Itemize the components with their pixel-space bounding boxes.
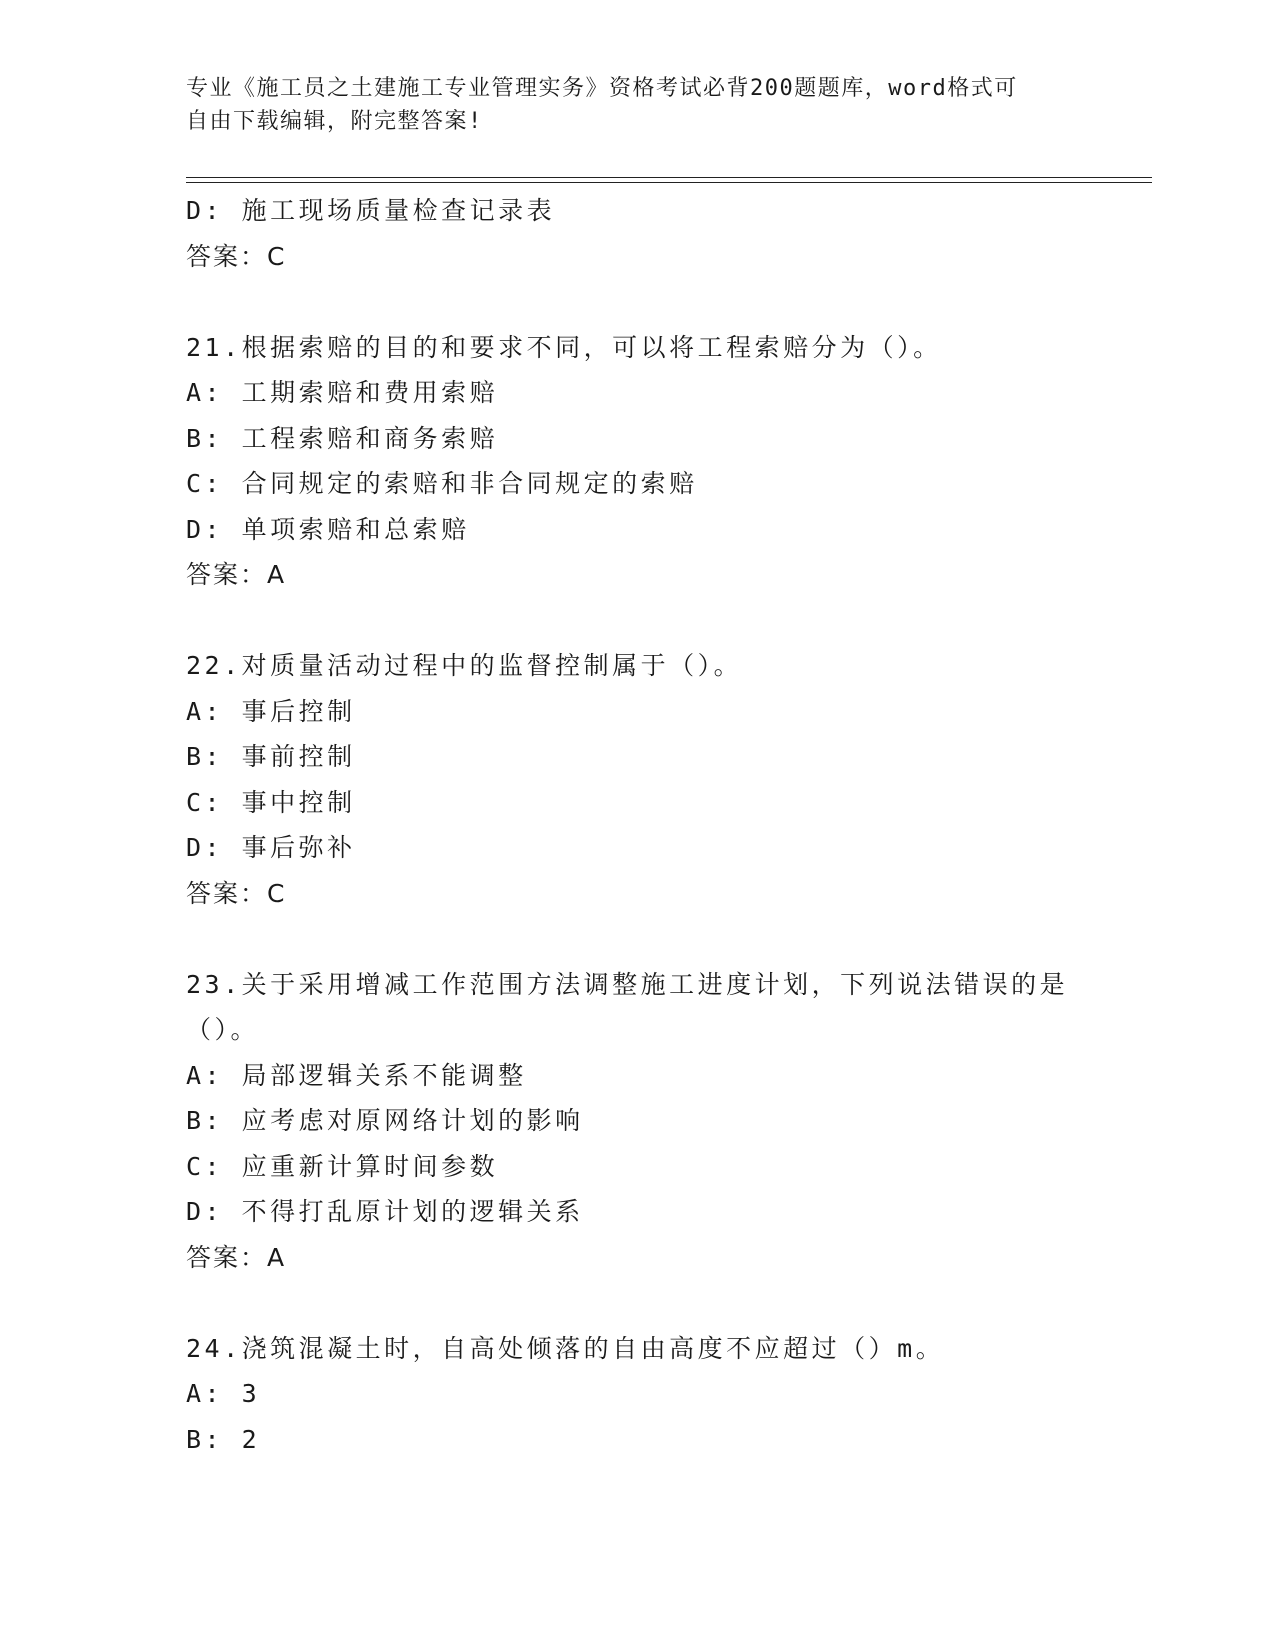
answer: 答案：C — [186, 878, 287, 908]
spacer — [186, 1280, 1086, 1326]
previous-question-option-d: D: 施工现场质量检查记录表 — [186, 196, 556, 225]
option-c: C: 应重新计算时间参数 — [186, 1151, 499, 1181]
option-c: C: 事中控制 — [186, 787, 356, 817]
option-d: D: 事后弥补 — [186, 833, 356, 862]
question-stem: 24.浇筑混凝土时，自高处倾落的自由高度不应超过（）m。 — [186, 1333, 945, 1363]
option-a: A: 局部逻辑关系不能调整 — [186, 1060, 527, 1090]
spacer — [186, 598, 1086, 644]
question-21 — [186, 325, 1086, 598]
header-divider-bottom — [186, 182, 1152, 183]
document-header — [186, 72, 1066, 138]
option-b: B: 事前控制 — [186, 742, 356, 771]
previous-question-answer: 答案：C — [186, 241, 287, 271]
question-list — [186, 188, 1086, 1462]
option-a: A: 工期索赔和费用索赔 — [186, 378, 499, 407]
option-c: C: 合同规定的索赔和非合同规定的索赔 — [186, 469, 698, 498]
answer: 答案：A — [186, 1242, 287, 1272]
option-b: B: 应考虑对原网络计划的影响 — [186, 1106, 584, 1135]
header-title-line-1: 专业《施工员之土建施工专业管理实务》资格考试必背200题题库，word格式可 — [186, 76, 1018, 101]
option-d: D: 单项索赔和总索赔 — [186, 514, 470, 544]
question-22 — [186, 643, 1086, 916]
answer: 答案：A — [186, 560, 287, 589]
question-stem-line-2: （）。 — [186, 1015, 260, 1044]
question-24 — [186, 1326, 1086, 1463]
option-b: B: 2 — [186, 1424, 261, 1454]
option-a: A: 3 — [186, 1379, 261, 1408]
header-divider-top — [186, 177, 1152, 178]
question-stem-line-1: 23.关于采用增减工作范围方法调整施工进度计划，下列说法错误的是 — [186, 969, 1069, 999]
question-stem: 21.根据索赔的目的和要求不同，可以将工程索赔分为（）。 — [186, 332, 942, 362]
spacer — [186, 916, 1086, 962]
option-a: A: 事后控制 — [186, 696, 356, 726]
question-23 — [186, 962, 1086, 1281]
option-b: B: 工程索赔和商务索赔 — [186, 423, 499, 453]
spacer — [186, 279, 1086, 325]
question-stem: 22.对质量活动过程中的监督控制属于（）。 — [186, 651, 743, 680]
option-d: D: 不得打乱原计划的逻辑关系 — [186, 1197, 584, 1226]
header-title-line-2: 自由下载编辑，附完整答案! — [186, 109, 483, 134]
